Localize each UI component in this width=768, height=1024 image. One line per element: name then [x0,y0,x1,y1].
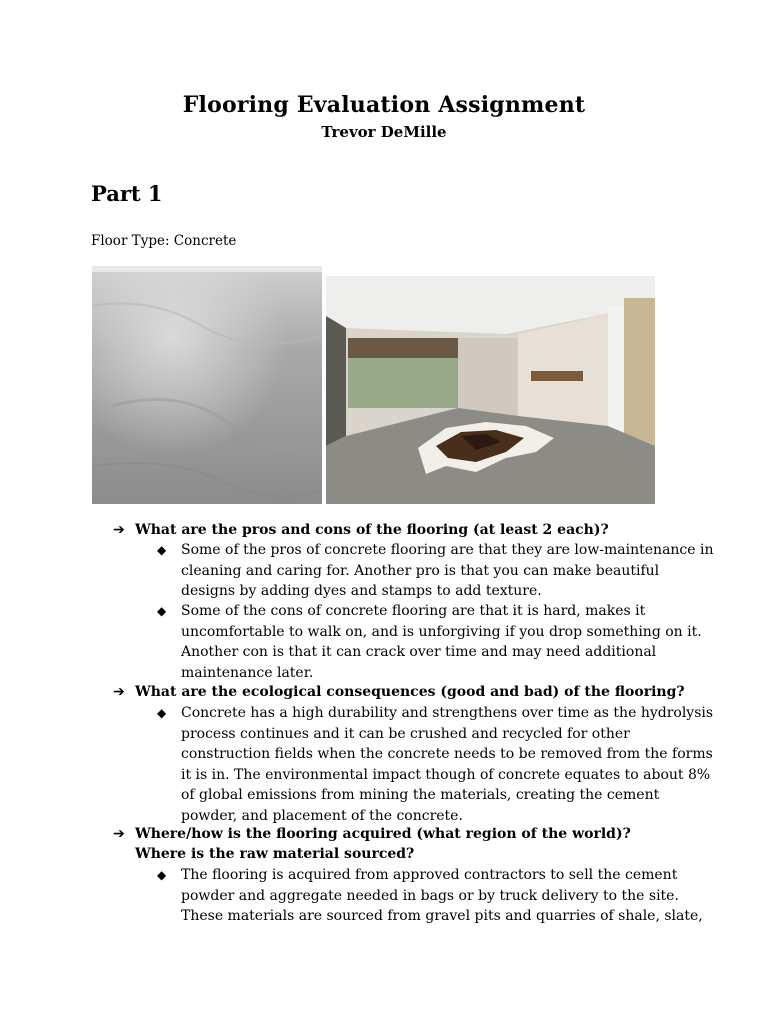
diamond-bullet-icon: ◆ [157,543,167,557]
floor-type-label: Floor Type: Concrete [91,233,237,249]
arrow-bullet-icon: ➔ [113,684,125,700]
answer-line: The flooring is acquired from approved contractors to sell the cement [181,867,678,883]
diamond-bullet-icon: ◆ [157,868,167,882]
answer-line: construction fields when the concrete needs to be removed from the forms [181,746,713,762]
answer-line: maintenance later. [181,664,314,681]
answer-line: designs by adding dyes and stamps to add texture. [181,583,542,599]
answer-line: Some of the cons of concrete flooring are that it is hard, makes it [181,603,646,619]
answer-line: powder, and placement of the concrete. [181,807,463,824]
part-heading: Part 1 [91,181,163,206]
question-text: Where/how is the flooring acquired (what region of the world)? [135,826,631,842]
answer-line: Concrete has a high durability and strengthens over time as the hydrolysis [181,705,714,721]
question-text: Where is the raw material sourced? [135,846,415,862]
diamond-bullet-icon: ◆ [157,604,167,618]
question-text: What are the pros and cons of the flooring (at least 2 each)? [135,522,609,538]
answer-line: powder and aggregate needed in bags or by truck delivery to the site. [181,887,679,904]
answer-line: Some of the pros of concrete flooring are that they are low-maintenance in [181,542,714,558]
polished-concrete-floor-photo [92,266,322,504]
arrow-bullet-icon: ➔ [113,522,125,538]
diamond-bullet-icon: ◆ [157,706,167,720]
answer-line: cleaning and caring for. Another pro is that you can make beautiful [181,562,660,579]
question-text: What are the ecological consequences (good and bad) of the flooring? [135,684,685,700]
answer-line: uncomfortable to walk on, and is unforgiving if you drop something on it. [181,623,702,640]
document-author: Trevor DeMille [321,123,447,141]
answer-line: of global emissions from mining the materials, creating the cement [181,787,660,803]
answer-line: it is in. The environmental impact though of concrete equates to about 8% [181,766,711,783]
concrete-floor-interior-photo [326,276,655,504]
arrow-bullet-icon: ➔ [113,826,125,842]
answer-line: These materials are sourced from gravel pits and quarries of shale, slate, [181,908,703,924]
answer-line: Another con is that it can crack over time and may need additional [181,644,657,660]
document-title: Flooring Evaluation Assignment [182,92,586,118]
answer-line: process continues and it can be crushed and recycled for other [181,725,630,742]
